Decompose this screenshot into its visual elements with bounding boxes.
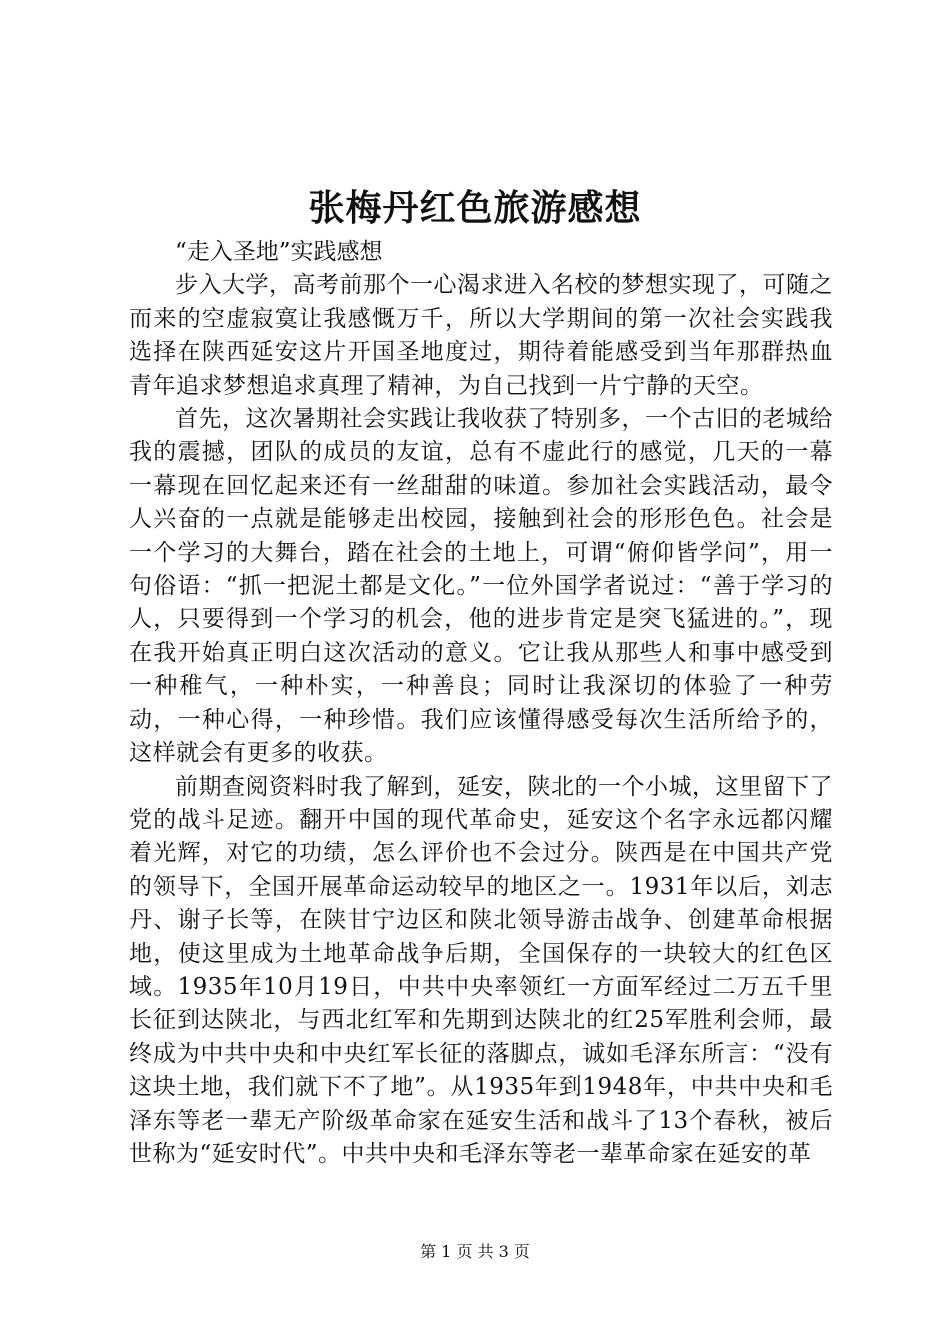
paragraph-gains: 首先，这次暑期社会实践让我收获了特别多，一个古旧的老城给我的震撼，团队的成员的友谊，总有不虚此行的感觉，几天的一幕一幕现在回忆起来还有一丝甜甜的味道。参加社会实践活动，最令人兴奋的一点就是能够走出校园，接触到社会的形形色色。社会是一个学习的大舞台，踏在社会的土地上，可谓“俯仰皆学问”，用一句俗语：“抓一把泥土都是文化。”一位外国学者说过：“善于学习的人，只要得到一个学习的机会，他的进步肯定是突飞猛进的。”，现在我开始真正明白这次活动的意义。它让我从那些人和事中感受到一种稚气，一种朴实，一种善良；同时让我深切的体验了一种劳动，一种心得，一种珍惜。我们应该懂得感受每次生活所给予的，这样就会有更多的收获。 [129, 406, 833, 767]
document-title: 张梅丹红色旅游感想 [308, 187, 642, 229]
paragraph-intro: 步入大学，高考前那个一心渴求进入名校的梦想实现了，可随之而来的空虚寂寞让我感慨万千，所以大学期间的第一次社会实践我选择在陕西延安这片开国圣地度过，期待着能感受到当年那群热血青年追求梦想追求真理了精神，为自己找到一片宁静的天空。 [129, 272, 833, 399]
paragraph-history: 前期查阅资料时我了解到，延安，陕北的一个小城，这里留下了党的战斗足迹。翻开中国的现代革命史，延安这个名字永远都闪耀着光辉，对它的功绩，怎么评价也不会过分。陕西是在中国共产党的领导下，全国开展革命运动较早的地区之一。1931年以后，刘志丹、谢子长等，在陕甘宁边区和陕北领导游击战争、创建革命根据地，使这里成为土地革命战争后期，全国保存的一块较大的红色区域。1935年10月19日，中共中央率领红一方面军经过二万五千里长征到达陕北，与西北红军和先期到达陕北的红25军胜利会师，最终成为中共中央和中央红军长征的落脚点，诚如毛泽东所言：“没有这块土地，我们就下不了地”。从1935年到1948年，中共中央和毛泽东等老一辈无产阶级革命家在延安生活和战斗了13个春秋，被后世称为“延安时代”。中共中央和毛泽东等老一辈革命家在延安的革 [129, 773, 833, 1167]
document-subtitle: “走入圣地”实践感想 [175, 239, 383, 265]
page-footer: 第 1 页 共 3 页 [420, 1242, 530, 1261]
document-body [129, 236, 833, 1171]
